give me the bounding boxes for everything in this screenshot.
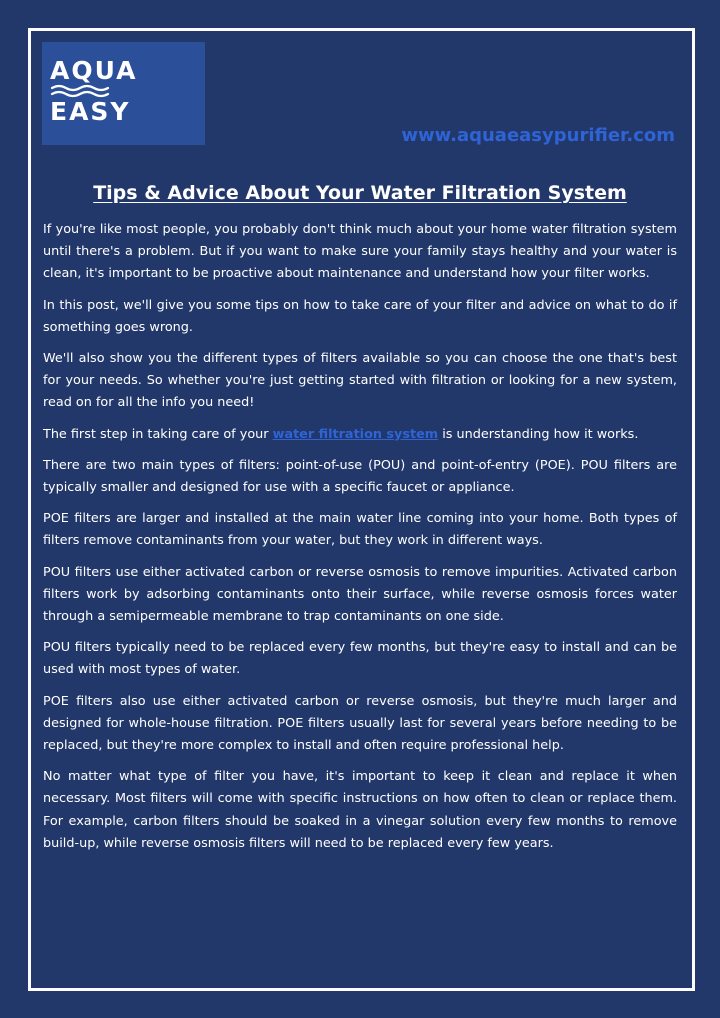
paragraph-pou-methods: POU filters use either activated carbon or reverse osmosis to remove impurities. Activated carbon filters work by adsorbing contaminants onto their surface, while reverse osmosis forces water through a semipermeable membrane to trap contaminants on one side. [43,564,677,625]
logo-text-easy: EASY [50,97,131,126]
paragraph-filter-types: We'll also show you the different types of filters available so you can choose the one that's best for your needs. So whether you're just getting started with filtration or looking for a new system, read on for all the info you need! [43,351,677,411]
article-title: Tips & Advice About Your Water Filtration System [93,182,627,204]
paragraph-poe-methods: POE filters also use either activated carbon or reverse osmosis, but they're much larger and designed for whole-house filtration. POE filters usually last for several years before needing to be replaced, but they're more complex to install and often require professional help. [43,693,677,754]
paragraph-pou-replacement: POU filters typically need to be replaced every few months, but they're easy to install and can be used with most types of water. [43,640,677,678]
water-filtration-system-link[interactable]: water filtration system [272,426,439,442]
water-waves-icon [50,84,114,98]
paragraph-maintenance: No matter what type of filter you have, it's important to keep it clean and replace it when necessary. Most filters will come with specific instructions on how often to clean or replace them. For example, carbon filters should be soaked in a vinegar solution every few months to remove build-up, while reverse osmosis filters will need to be replaced every few years. [43,769,677,851]
article-body [43,219,677,864]
logo-text-aqua: AQUA [50,56,138,85]
first-step-text-after: is understanding how it works. [438,426,639,442]
paragraph-poe: POE filters are larger and installed at the main water line coming into your home. Both types of filters remove contaminants from your water, but they work in different ways. [43,511,677,549]
paragraph-pou-poe: There are two main types of filters: point-of-use (POU) and point-of-entry (POE). POU filters are typically smaller and designed for use with a specific faucet or appliance. [43,457,677,496]
paragraph-first-step [43,424,677,446]
first-step-text-before: The first step in taking care of your [43,426,273,442]
website-link[interactable]: www.aquaeasypurifier.com [401,125,675,146]
paragraph-tips: In this post, we'll give you some tips on how to take care of your filter and advice on what to do if something goes wrong. [43,297,677,335]
paragraph-intro: If you're like most people, you probably don't think much about your home water filtration system until there's a problem. But if you want to make sure your family stays healthy and your water is clean, it's important to be proactive about maintenance and understand how your filter works. [43,222,677,282]
